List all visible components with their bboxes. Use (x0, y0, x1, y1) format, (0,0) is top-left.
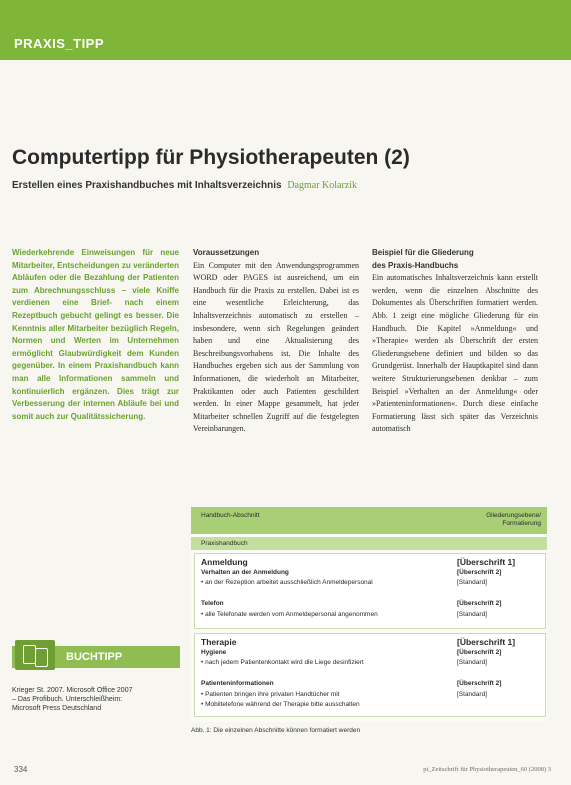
row-format: [Standard] (457, 659, 487, 666)
row-format: [Standard] (457, 691, 487, 698)
example-heading-line-2: des Praxis-Handbuchs (372, 260, 459, 270)
book-tip-text (12, 686, 180, 713)
table-header (191, 507, 547, 534)
row-label: Telefon (201, 600, 224, 607)
requirements-heading: Voraussetzungen (193, 248, 260, 257)
row-format: [Überschrift 1] (457, 637, 516, 647)
requirements-text: Ein Computer mit den Anwendungsprogrammen WORD oder PAGES ist ausreichend, um ein Handbuch für die Praxis zu erstellen. Dabei ist es eine wesentliche Erleichterung, das Inhaltsverzeichnis automatisch zu erstellen – insbesondere, wenn sich Regelungen geändert haben und eine Aktualisierung des Beschreibungsvorhabens ist. Die Inhalte des Handbuches ergeben sich aus der Sammlung von Informationen, die wiederholt an Mitarbeiter, Praktikanten oder auch Patienten geschildert werden. In einer Mappe gesammelt, hat jeder Mitarbeiter schnellen Zugriff auf die festgelegten Vereinbarungen. (193, 260, 359, 434)
header-format-line-1: Gliederungsebene/ (486, 512, 541, 519)
row-format: [Standard] (457, 579, 487, 586)
row-format: [Überschrift 2] (457, 680, 502, 687)
author-name: Dagmar Kolarzik (287, 180, 358, 191)
intro-column: Wiederkehrende Einweisungen für neue Mitarbeiter, Entscheidungen zu veränderten Abläufen oder die Bezahlung der Patienten zum Abrechnungsschluss – viele Kniffe verdienen eine Brief- nach einem Rezeptbuch gebucht gelingt es besser. Die Kenntnis aller Mitarbeiter bezüglich Regeln, Normen und Werten im Unternehmen ermöglicht Glaubwürdigkeit dem Kunden gegenüber. In einem Praxishandbuch kann man alle Informationen sammeln und kontinuierlich ergänzen. Dies trägt zur Verbesserung der internen Abläufe bei und somit auch zur Qualitätssicherung. (12, 248, 179, 421)
article-subtitle (12, 180, 560, 191)
row-label: • alle Telefonate werden vom Anmeldepersonal angenommen (201, 611, 378, 618)
header-format-line-2: Formatierung (502, 520, 541, 527)
row-label: Patienteninformationen (201, 680, 274, 687)
header-format-col (451, 512, 541, 528)
row-label: Anmeldung (201, 557, 248, 567)
row-label: Verhalten an der Anmeldung (201, 569, 289, 576)
header-band (0, 0, 571, 60)
table-section-therapie (194, 633, 546, 717)
books-icon (15, 640, 55, 670)
subtitle-text: Erstellen eines Praxishandbuches mit Inhaltsverzeichnis (12, 180, 282, 191)
row-label: • an der Rezeption arbeitet ausschließlich Anmeldepersonal (201, 579, 373, 586)
example-column (372, 247, 538, 436)
page-number: 334 (14, 765, 28, 774)
journal-reference: pt_Zeitschrift für Physiotherapeuten_60 (2008) 3 (423, 766, 551, 773)
book-tip-line-2: – Das Profibuch. Unterschleißheim: (12, 696, 123, 703)
table-caption: Abb. 1: Die einzelnen Abschnitte können formatiert werden (191, 727, 361, 734)
requirements-column (193, 247, 359, 436)
row-format: [Überschrift 2] (457, 649, 502, 656)
row-format: [Standard] (457, 611, 487, 618)
book-tip-line-3: Microsoft Press Deutschland (12, 705, 102, 712)
row-label: • Mobiltelefone während der Therapie bitte ausschalten (201, 701, 360, 708)
book-tip-label: BUCHTIPP (66, 651, 123, 663)
outline-table (191, 507, 547, 722)
example-text: Ein automatisches Inhaltsverzeichnis kann erstellt werden, wenn die einzelnen Abschnitte des Dokumentes als Überschriften formatiert werden. Abb. 1 zeigt eine mögliche Gliederung für ein Handbuch. Die Kapitel »Anmeldung« und »Therapie« werden als Überschrift der ersten Gliederungsebene definiert und bilden so das Grundgerüst. Innerhalb der Hauptkapitel sind dann weitere Strukturierungsebenen denkbar – zum Beispiel »Verhalten an der Anmeldung« oder »Patienteninformationen«. Durch diese einfache Formatierung lässt sich später das Verzeichnis automatisch (372, 273, 538, 434)
row-label: • nach jedem Patientenkontakt wird die Liege desinfiziert (201, 659, 364, 666)
row-format: [Überschrift 1] (457, 557, 516, 567)
row-label: • Patienten bringen ihre privaten Handtücher mit (201, 691, 340, 698)
header-section-col: Handbuch-Abschnitt (201, 512, 260, 519)
article-title: Computertipp für Physiotherapeuten (2) (12, 146, 410, 169)
section-tag: PRAXIS_TIPP (14, 36, 105, 51)
row-format: [Überschrift 2] (457, 569, 502, 576)
book-tip-box (12, 640, 180, 728)
table-section-anmeldung (194, 553, 546, 629)
group-band (191, 537, 547, 550)
book-tip-line-1: Krieger St. 2007. Microsoft Office 2007 (12, 687, 133, 694)
example-heading-line-1: Beispiel für die Gliederung (372, 248, 474, 257)
row-label: Therapie (201, 637, 237, 647)
row-format: [Überschrift 2] (457, 600, 502, 607)
group-label: Praxishandbuch (201, 540, 248, 547)
row-label: Hygiene (201, 649, 227, 656)
